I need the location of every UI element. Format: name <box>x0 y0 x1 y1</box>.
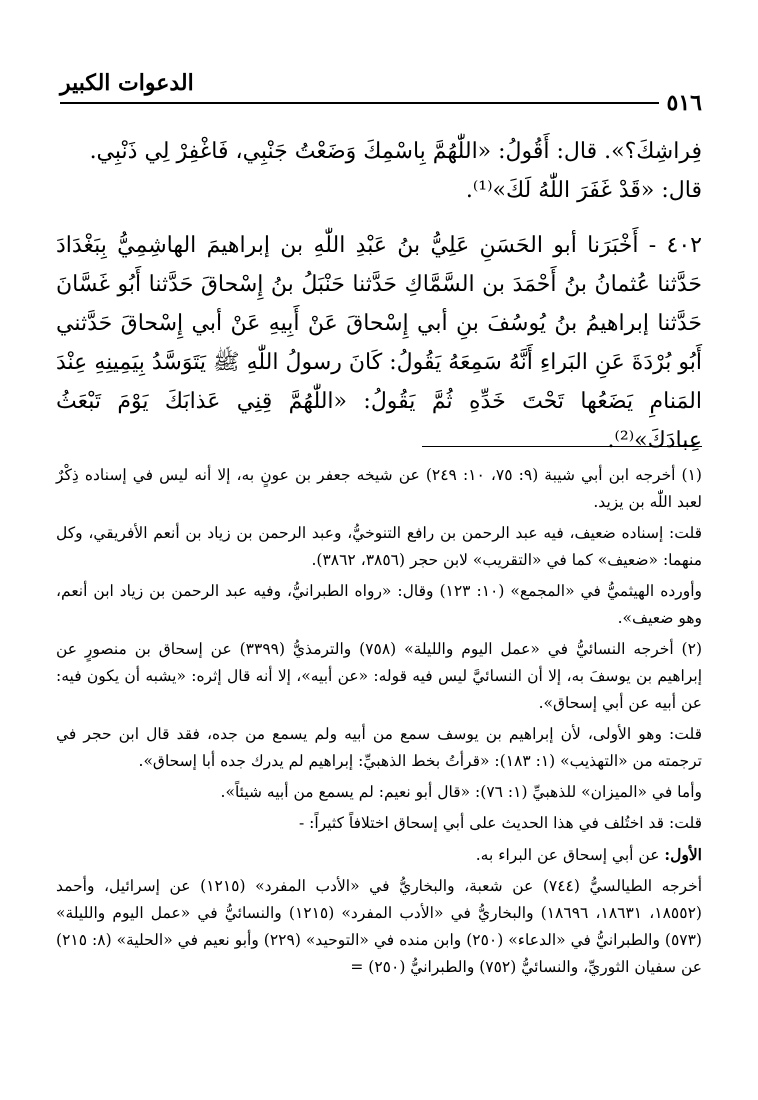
main-line-1: فِراشِكَ؟». قال: أَقُولُ: «اللّٰهُمَّ بِاسْمِكَ وَضَعْتُ جَنْبِي، فَاغْفِرْ لِي ذَنْبِي. <box>89 139 702 164</box>
page-number: ٥١٦ <box>659 90 702 116</box>
book-title: الدعوات الكبير <box>60 70 194 96</box>
footnote-2-ikhtilaf: قلت: قد اختُلف في هذا الحديث على أبي إسحاق اختلافاً كثيراً: - <box>299 814 702 832</box>
page-header <box>60 60 702 124</box>
footnotes <box>56 462 702 981</box>
header-rule <box>60 102 702 104</box>
footnote-1-comment: قلت: إسناده ضعيف، فيه عبد الرحمن بن رافع التنوخيُّ، وعبد الرحمن بن زياد بن أنعم الأفريقي، وكل منهما: «ضعيف» كما في «التقريب» لابن حجر (٣٨٥٦، ٣٨٦٢). <box>56 524 702 569</box>
first-text: عن أبي إسحاق عن البراء به. <box>475 846 665 864</box>
footnote-2-takhrij: أخرجه الطيالسيُّ (٧٤٤) عن شعبة، والبخاريُّ في «الأدب المفرد» (١٢١٥) عن إسرائيل، وأحمد (١٨٥٥٢، ١٨٦٣١، ١٨٦٩٦) والبخاريُّ في «الأدب المفرد» (١٢١٥) والنسائيُّ في «عمل اليوم والليلة» (٥٧٣) والطبرانيُّ في «الدعاء» (٢٥٠) وابن منده في «التوحيد» (٢٢٩) وأبو نعيم في «الحلية» (٨: ٢١٥) عن سفيان الثوريِّ، والنسائيُّ (٧٥٢) والطبرانيُّ (٢٥٠) = <box>56 877 702 976</box>
footnote-1-haythami: وأورده الهيثميُّ في «المجمع» (١٠: ١٢٣) وقال: «رواه الطبرانيُّ، وفيه عبد الرحمن بن زياد ابن أنعم، وهو ضعيف». <box>56 582 702 627</box>
main-line-2: قال: «قَدْ غَفَرَ اللّٰهُ لَكَ»⁽¹⁾. <box>465 178 702 203</box>
hadith-402: ٤٠٢ - أَخْبَرَنا أبو الحَسَنِ عَلِيُّ بنُ عَبْدِ اللّٰهِ بن إبراهيمَ الهاشِمِيُّ بِبَغْدَادَ حَدَّثنا عُثمانُ بنُ أَحْمَدَ بن السَّمَّاكِ حَدَّثنا حَنْبَلُ بنُ إِسْحاقَ حَدَّثنا أَبُو غَسَّانَ حَدَّثنا إبراهيمُ بنُ يُوسُفَ بنِ أبي إِسْحاقَ عَنْ أَبِيهِ عَنْ أبي إِسْحاقَ حَدَّثني أَبُو بُرْدَةَ عَنِ البَراءِ أَنَّهُ سَمِعَهُ يَقُولُ: كَانَ رسولُ اللّٰهِ ﷺ يَتَوَسَّدُ بِيَمِينِهِ عِنْدَ المَنامِ يَضَعُها تَحْتَ خَدِّهِ ثُمَّ يَقُولُ: «اللّٰهُمَّ قِنِي عَذابَكَ يَوْمَ تَبْعَثُ عِبادَكَ»⁽²⁾. <box>56 233 702 453</box>
footnote-2: (٢) أخرجه النسائيُّ في «عمل اليوم والليلة» (٧٥٨) والترمذيُّ (٣٣٩٩) عن إسحاق بن منصورٍ عن إبراهيم بن يوسفَ به، إلا أن النسائيَّ ليس فيه قوله: «عن أبيه»، إلا أنه قال إثره: «يشبه أن يكون فيه: عن أبيه عن أبي إسحاق». <box>56 640 702 712</box>
footnote-2-mizan: وأما في «الميزان» للذهبيِّ (١: ٧٦): «قال أبو نعيم: لم يسمع من أبيه شيئاً». <box>220 783 702 801</box>
first-label: الأول: <box>664 845 702 864</box>
footnote-2-comment: قلت: وهو الأولى، لأن إبراهيم بن يوسف سمع من أبيه ولم يسمع من جده، فقد قال ابن حجر في ترجمته من «التهذيب» (١: ١٨٣): «قرأتُ بخط الذهبيِّ: إبراهيم لم يدرك جده أبا إسحاق». <box>56 725 702 770</box>
main-text <box>56 132 702 460</box>
footnote-separator <box>422 446 702 447</box>
footnote-1: (١) أخرجه ابن أبي شيبة (٩: ٧٥، ١٠: ٢٤٩) عن شيخه جعفر بن عونٍ به، إلا أنه ليس في إسناده ذِكْرٌ لعبد اللّٰه بن يزيد. <box>56 466 702 511</box>
footnote-2-first <box>56 841 702 869</box>
